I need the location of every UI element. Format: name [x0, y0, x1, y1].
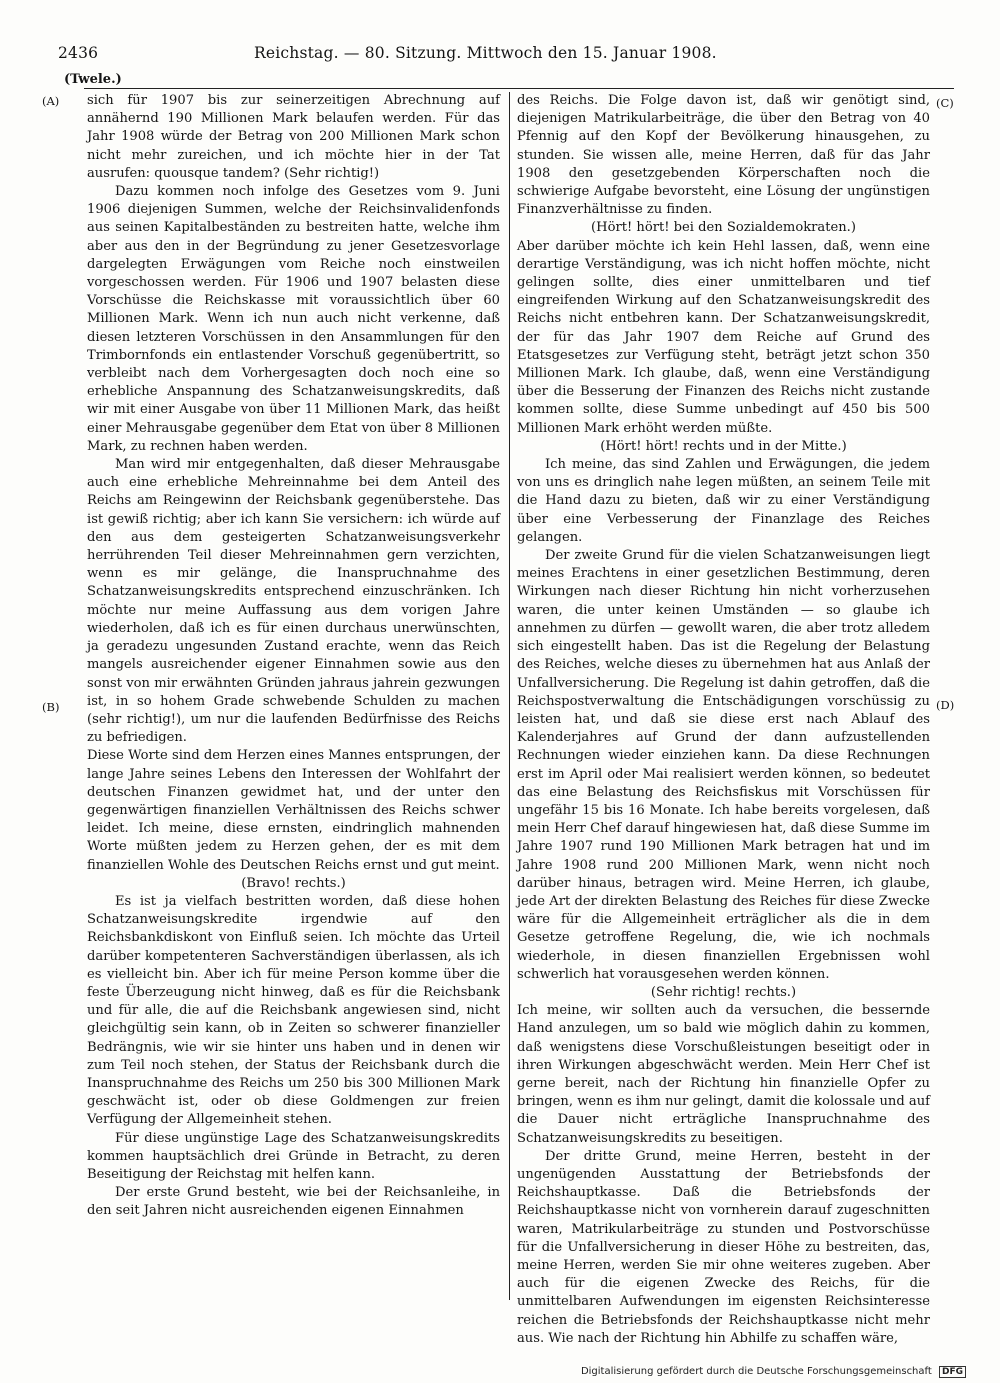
footer-credit	[581, 1366, 966, 1378]
dfg-logo: DFG	[939, 1366, 966, 1378]
paragraph: Der erste Grund besteht, wie bei der Reichsanleihe, in den seit Jahren nicht ausreichenden eigenen Einnahmen	[87, 1185, 500, 1219]
paragraph: Für diese ungünstige Lage des Schatzanweisungskredits kommen hauptsächlich drei Gründe in Betracht, zu deren Beseitigung der Reichstag mit helfen kann.	[87, 1130, 500, 1182]
interjection: (Hört! hört! bei den Sozialdemokraten.)	[591, 220, 856, 236]
paragraph: Ich meine, wir sollten auch da versuchen, die bessernde Hand anzulegen, um so bald wie möglich dahin zu kommen, daß wenigstens diese Vorschußleistungen beseitigt oder in ihren Wirkungen abgeschwächt werden. Mein Herr Chef ist gerne bereit, nach der Richtung hin finanzielle Opfer zu bringen, wenn es ihm nur gelingt, damit die kolossale und auf die Dauer nicht erträgliche Inanspruchnahme des Schatzanweisungskredits zu beseitigen.	[517, 1003, 930, 1146]
paragraph: Der dritte Grund, meine Herren, besteht in der ungenügenden Ausstattung der Betriebsfonds der Reichshauptkasse. Daß die Betriebsfonds der Reichshauptkasse nicht von vornherein darauf zugeschnitten waren, Matrikularbeiträge zu stunden und Postvorschüsse für die Unfallversicherung in dieser Höhe zu bestreiten, das, meine Herren, werden Sie mir ohne weiteres zugeben. Aber auch für die eigenen Zwecke des Reichs, für die unmittelbaren Aufwendungen im eigensten Reichsinteresse reichen die Betriebsfonds der Reichshauptkasse nicht mehr aus. Wie nach der Richtung hin Abhilfe zu schaffen wäre,	[517, 1148, 930, 1346]
margin-mark-c: (C)	[936, 96, 954, 110]
page-number: 2436	[58, 44, 99, 62]
running-title: Reichstag. — 80. Sitzung. Mittwoch den 15. Januar 1908.	[254, 44, 717, 62]
left-column	[87, 92, 500, 1306]
interjection: (Bravo! rechts.)	[241, 875, 346, 891]
paragraph: Ich meine, das sind Zahlen und Erwägungen, die jedem von uns es dringlich nahe legen müßten, an seinem Teile mit die Hand dazu zu bieten, daß wir zu einer Verständigung über eine Verbesserung der Finanzlage des Reiches gelangen.	[517, 457, 930, 545]
right-column	[517, 92, 930, 1346]
footer-text: Digitalisierung gefördert durch die Deutsche Forschungsgemeinschaft	[580, 1366, 932, 1377]
paragraph: Man wird mir entgegenhalten, daß dieser Mehrausgabe auch eine erhebliche Mehreinnahme bei dem Anteil des Reichs am Reingewinn der Reichsbank gegenüberstehe. Das ist gewiß richtig; aber ich kann Sie versichern: ich würde auf den aus dem gesteigerten Schatzanweisungsverkehr herrührenden Teil dieser Mehreinnahmen gern verzichten, wenn es mir gelänge, die Inanspruchnahme des Schatzanweisungskredits entsprechend einzuschränken. Ich möchte nur meine Auffassung aus dem vorigen Jahre wiederholen, daß ich es für einen durchaus unerwünschten, ja geradezu ungesunden Zustand erachte, wenn das Reich mangels ausreichender eigener Einnahmen sowie aus den sonst von mir erwähnten Gründen jahraus jahrein gezwungen ist, in so hohem Grade schwebende Schulden zu machen (sehr richtig!), um nur die laufenden Bedürfnisse des Reichs zu befriedigen.	[87, 457, 500, 746]
margin-mark-a: (A)	[42, 94, 60, 108]
paragraph: sich für 1907 bis zur seinerzeitigen Abrechnung auf annähernd 190 Millionen Mark belaufen werden. Für das Jahr 1908 würde der Betrag von 200 Millionen Mark schon nicht mehr zureichen, und ich möchte hier in der Tat ausrufen: quousque tandem? (Sehr richtig!)	[87, 93, 500, 181]
margin-mark-d: (D)	[936, 698, 955, 712]
paragraph: Aber darüber möchte ich kein Hehl lassen, daß, wenn eine derartige Verständigung, was ich nicht hoffen möchte, nicht gelingen sollte, dies einer unmittelbaren und tief eingreifenden Wirkung auf den Schatzanweisungskredit des Reichs nicht entbehren kann. Der Schatzanweisungskredit, der für das Jahr 1907 dem Reiche auf Grund des Etatsgesetzes zur Verfügung steht, beträgt jetzt schon 350 Millionen Mark. Ich glaube, daß, wenn eine Verständigung über die Besserung der Finanzen des Reichs nicht zustande kommen sollte, diese Summe unbedingt auf 450 bis 500 Millionen Mark erhöht werden müßte.	[517, 238, 930, 436]
paragraph: des Reichs. Die Folge davon ist, daß wir genötigt sind, diejenigen Matrikularbeiträge, die über den Betrag von 40 Pfennig auf den Kopf der Bevölkerung hinausgehen, zu stunden. Sie wissen alle, meine Herren, daß für das Jahr 1908 den gesetzgebenden Körperschaften noch die schwierige Aufgabe bevorsteht, eine Lösung der ungünstigen Finanzverhältnisse zu finden.	[517, 93, 930, 218]
margin-mark-b: (B)	[42, 700, 60, 714]
page-header	[58, 44, 938, 68]
interjection: (Sehr richtig! rechts.)	[650, 984, 797, 1000]
paragraph: Dazu kommen noch infolge des Gesetzes vom 9. Juni 1906 diejenigen Summen, welche der Reichsinvalidenfonds aus seinen Kapitalbeständen zu bestreiten hatte, welche ihm aber aus den in der Begründung zu jener Gesetzesvorlage dargelegten Erwägungen vom Reiche noch einstweilen vorgeschossen werden. Für 1906 und 1907 belasten diese Vorschüsse die Reichskasse mit voraussichtlich über 60 Millionen Mark. Wenn ich nun auch nicht verkenne, daß diesen letzteren Vorschüssen in den Ansammlungen für den Trimbornfonds ein entlastender Vorschuß gegenübertritt, so verbleibt nach dem Vorhergesagten doch noch eine so erhebliche Anspannung des Schatzanweisungskredits, daß wir mit einer Ausgabe von über 11 Millionen Mark, das heißt einer Mehrausgabe gegenüber dem Etat von über 8 Millionen Mark, zu rechnen haben werden.	[87, 184, 500, 454]
paragraph: Es ist ja vielfach bestritten worden, daß diese hohen Schatzanweisungskredite irgendwie auf den Reichsbankdiskont von Einfluß seien. Ich möchte das Urteil darüber kompetenteren Sachverständigen überlassen, als ich es vielleicht bin. Aber ich für meine Person komme über die feste Überzeugung nicht hinweg, daß es für die Reichsbank und für alle, die auf die Reichsbank angewiesen sind, nicht gleichgültig sein kann, ob in Zeiten so schwerer finanzieller Bedrängnis, wie wir sie hinter uns haben und in denen wir zum Teil noch stehen, der Status der Reichsbank durch die Inanspruchnahme des Reichs um 250 bis 300 Millionen Mark geschwächt ist, oder ob diese Goldmengen zur freien Verfügung der Allgemeinheit stehen.	[87, 893, 500, 1128]
column-divider	[509, 92, 510, 1300]
speaker-name: (Twele.)	[64, 72, 122, 87]
interjection: (Hört! hört! rechts und in der Mitte.)	[600, 438, 847, 454]
paragraph: Der zweite Grund für die vielen Schatzanweisungen liegt meines Erachtens in einer gesetzlichen Bestimmung, deren Wirkungen nach dieser Richtung hin nicht vorherzusehen waren, die unter keinen Umständen — so glaube ich annehmen zu dürfen — gewollt waren, die aber trotz alledem sich eingestellt haben. Das ist die Regelung der Belastung des Reiches, welche dieses zu übernehmen hat aus Anlaß der Unfallversicherung. Die Regelung ist dahin getroffen, daß die Reichspostverwaltung die Entschädigungen vorschüssig zu leisten hat, und daß sie diese erst nach Ablauf des Kalenderjahres auf Grund der dann aufzustellenden Rechnungen wieder einziehen kann. Da diese Rechnungen erst im April oder Mai realisiert werden können, so bedeutet das eine Belastung des Reichsfiskus mit Vorschüssen für ungefähr 15 bis 16 Monate. Ich habe bereits vorgelesen, daß mein Herr Chef darauf hingewiesen hat, daß diese Summe im Jahre 1907 rund 190 Millionen Mark betragen hat und im Jahre 1908 rund 200 Millionen Mark, wenn nicht noch darüber hinaus, betragen wird. Meine Herren, ich glaube, jede Art der direkten Belastung des Reiches für diese Zwecke wäre für die Allgemeinheit erträglicher als die in dem Gesetze getroffene Regelung, die, wie ich nochmals wiederhole, in diesen finanziellen Ergebnissen wohl schwerlich hat vorausgesehen werden können.	[517, 548, 930, 982]
header-rule	[84, 88, 954, 89]
paragraph: Diese Worte sind dem Herzen eines Mannes entsprungen, der lange Jahre seines Lebens den Interessen der Wohlfahrt der deutschen Finanzen gewidmet hat, und der unter den gegenwärtigen finanziellen Verhältnissen des Reichs schwer leidet. Ich meine, diese ernsten, eindringlich mahnenden Worte müßten jedem zu Herzen gehen, der es mit dem finanziellen Wohle des Deutschen Reichs ernst und gut meint.	[87, 748, 500, 873]
